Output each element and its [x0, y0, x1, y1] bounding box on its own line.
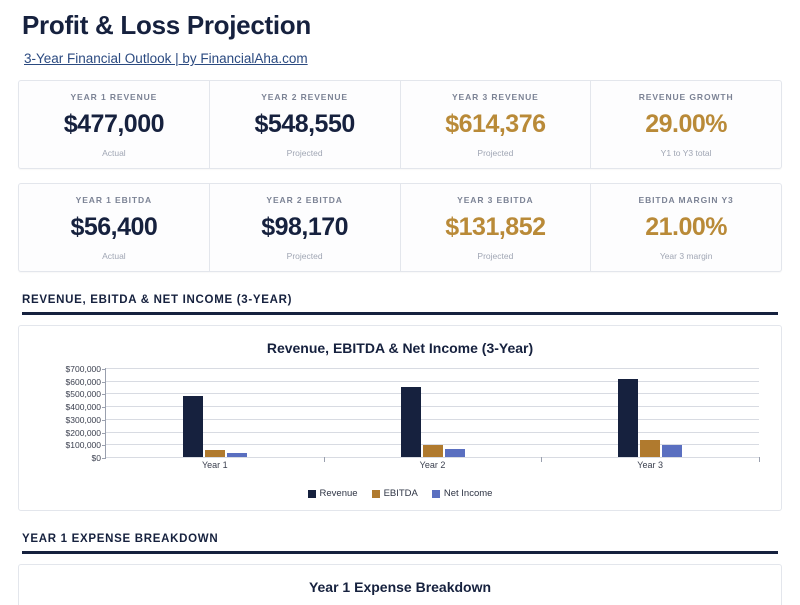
page-title: Profit & Loss Projection [22, 10, 311, 40]
bar-ebitda [423, 445, 443, 457]
legend-swatch [372, 490, 380, 498]
kpi-value: $56,400 [70, 213, 158, 241]
kpi-label: EBITDA MARGIN Y3 [638, 195, 734, 205]
kpi-value: 21.00% [645, 213, 728, 241]
kpi-label: YEAR 2 REVENUE [261, 92, 348, 102]
bar-revenue [401, 387, 421, 457]
x-axis-tick-label: Year 3 [637, 460, 664, 470]
bar-ebitda [205, 450, 225, 457]
x-axis-tick-label: Year 2 [419, 460, 446, 470]
section-header-pie-chart: YEAR 1 EXPENSE BREAKDOWN [22, 533, 778, 554]
y-axis-tick-mark [102, 382, 106, 383]
kpi-card [210, 81, 401, 168]
kpi-note: Projected [477, 148, 514, 158]
kpi-note: Actual [102, 148, 126, 158]
legend-item [308, 488, 358, 499]
section-header-bar-chart: REVENUE, EBITDA & NET INCOME (3-YEAR) [22, 294, 778, 315]
kpi-value: $477,000 [63, 110, 165, 138]
x-axis-separator [541, 457, 542, 462]
legend-label: Revenue [319, 488, 358, 499]
bar-revenue [183, 396, 203, 457]
kpi-card [210, 184, 401, 271]
kpi-label: YEAR 3 EBITDA [457, 195, 534, 205]
kpi-row-ebitda [18, 183, 782, 272]
bar-group [617, 368, 683, 457]
y-axis-tick-label: $500,000 [65, 389, 101, 400]
x-axis-separator [324, 457, 325, 462]
kpi-card [401, 81, 592, 168]
kpi-value: $614,376 [445, 110, 546, 138]
kpi-note: Projected [477, 251, 514, 261]
legend-item [372, 488, 418, 499]
kpi-note: Projected [286, 251, 323, 261]
kpi-note: Y1 to Y3 total [660, 148, 712, 158]
bar-net-income [445, 449, 465, 457]
y-axis-tick-label: $200,000 [65, 427, 101, 438]
bar-net-income [662, 445, 682, 457]
bar-net-income [227, 453, 247, 457]
y-gridline [91, 453, 759, 463]
report-page [0, 6, 800, 605]
y-axis-tick-mark [102, 445, 106, 446]
kpi-value: $98,170 [261, 213, 349, 241]
bar-ebitda [640, 440, 660, 457]
bar-chart-panel [18, 325, 782, 511]
kpi-value: $548,550 [254, 110, 355, 138]
kpi-card [401, 184, 592, 271]
kpi-label: REVENUE GROWTH [638, 92, 734, 102]
bar-chart-area [33, 364, 767, 472]
kpi-value: $131,852 [445, 213, 546, 241]
y-axis-tick-label: $300,000 [65, 414, 101, 425]
bar-chart-legend [19, 488, 781, 510]
kpi-card [591, 81, 781, 168]
pie-chart-title: Year 1 Expense Breakdown [308, 579, 492, 595]
legend-item [432, 488, 493, 499]
bar-revenue [618, 379, 638, 457]
kpi-label: YEAR 1 REVENUE [70, 92, 158, 102]
bar-chart-plot [65, 364, 759, 470]
x-axis-tick-label: Year 1 [201, 460, 228, 470]
y-axis-tick-mark [102, 394, 106, 395]
kpi-card [19, 184, 210, 271]
legend-swatch [308, 490, 316, 498]
legend-swatch [432, 490, 440, 498]
legend-label: Net Income [443, 488, 493, 499]
y-axis-tick-label: $0 [91, 453, 101, 463]
kpi-label: YEAR 3 REVENUE [451, 92, 539, 102]
kpi-note: Actual [102, 251, 126, 261]
y-axis-tick-label: $600,000 [65, 376, 101, 387]
kpi-value: 29.00% [645, 110, 728, 138]
kpi-label: YEAR 1 EBITDA [75, 195, 153, 205]
kpi-card [19, 81, 210, 168]
kpi-note: Projected [286, 148, 323, 158]
bar-chart-title: Revenue, EBITDA & Net Income (3-Year) [266, 340, 534, 356]
kpi-label: YEAR 2 EBITDA [266, 195, 343, 205]
x-axis-separator [759, 457, 760, 462]
y-axis-tick-mark [102, 433, 106, 434]
bar-group [400, 368, 466, 457]
kpi-row-revenue [18, 80, 782, 169]
y-axis-tick-label: $700,000 [65, 364, 101, 374]
legend-label: EBITDA [383, 488, 418, 499]
kpi-card [591, 184, 781, 271]
y-axis-tick-mark [102, 420, 106, 421]
bar-group [182, 368, 248, 457]
y-axis-tick-mark [102, 369, 106, 370]
pie-chart-panel [18, 564, 782, 605]
kpi-note: Year 3 margin [659, 251, 713, 261]
page-subtitle: 3-Year Financial Outlook | by FinancialAha.com [24, 51, 308, 66]
y-axis-tick-label: $400,000 [65, 402, 101, 413]
y-axis-tick-mark [102, 458, 106, 459]
y-axis-tick-label: $100,000 [65, 440, 101, 451]
y-axis-tick-mark [102, 407, 106, 408]
